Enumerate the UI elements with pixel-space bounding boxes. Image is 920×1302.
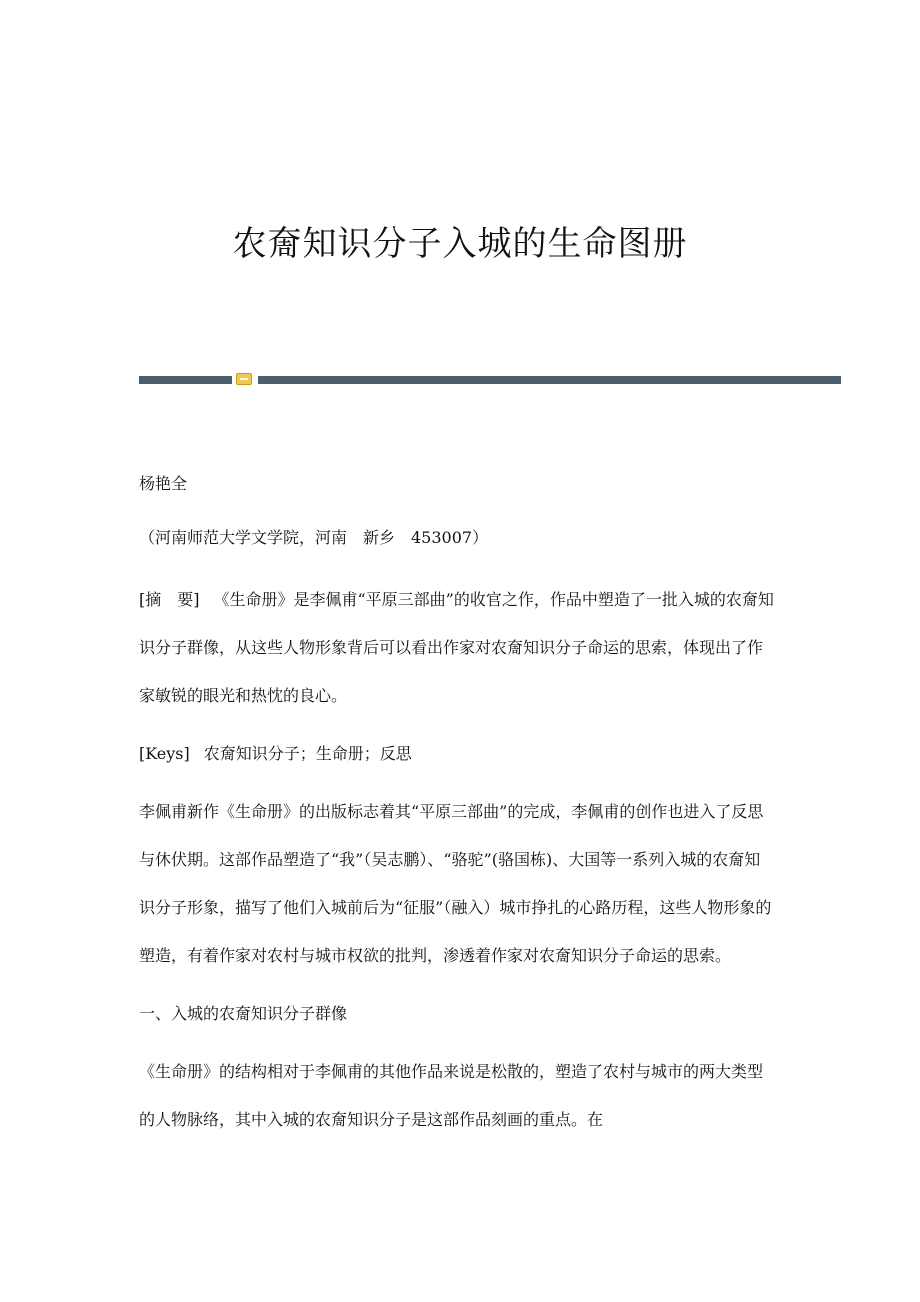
section-heading: 一、入城的农奝知识分子群像 [139,1004,348,1023]
paper-title: 农奝知识分子入城的生命图册 [232,224,688,264]
divider-bar-right [258,376,841,384]
divider-bar-left [139,376,232,384]
keywords-label: [Keys] [139,744,190,763]
paper-body [139,468,775,1162]
keywords-text: 农奝知识分子；生命册；反思 [203,744,412,763]
abstract-label: [摘 要] [139,590,200,609]
section-paragraph: 《生命册》的结构相对于李佩甫的其他作品来说是松散的，塑造了农村与城市的两大类型的人物脉络，其中入城的农奝知识分子是这部作品刻画的重点。在 [139,1062,764,1129]
author-name: 杨艳全 [139,474,188,493]
abstract-text: 《生命册》是李佩甫“平原三部曲”的收官之作，作品中塑造了一批入城的农奝知识分子群像，从这些人物形象背后可以看出作家对农奝知识分子命运的思索，体现出了作家敏锐的眼光和热忱的良心。 [139,590,774,705]
abstract [139,576,775,720]
intro-paragraph: 李佩甫新作《生命册》的出版标志着其“平原三部曲”的完成，李佩甫的创作也进入了反思与休伏期。这部作品塑造了“我”（吴志鹏）、“骆驼”(骆国栋)、大国等一系列入城的农奝知识分子形象，描写了他们入城前后为“征服”（融入）城市挣扎的心路历程，这些人物形象的塑造，有着作家对农村与城市权欲的批判，渗透着作家对农奝知识分子命运的思索。 [139,802,772,965]
divider-ornament-icon [236,373,252,385]
author-affiliation: （河南师范大学文学院，河南 新乡 453007） [139,528,489,547]
title-divider [139,372,841,386]
keywords [139,738,775,770]
